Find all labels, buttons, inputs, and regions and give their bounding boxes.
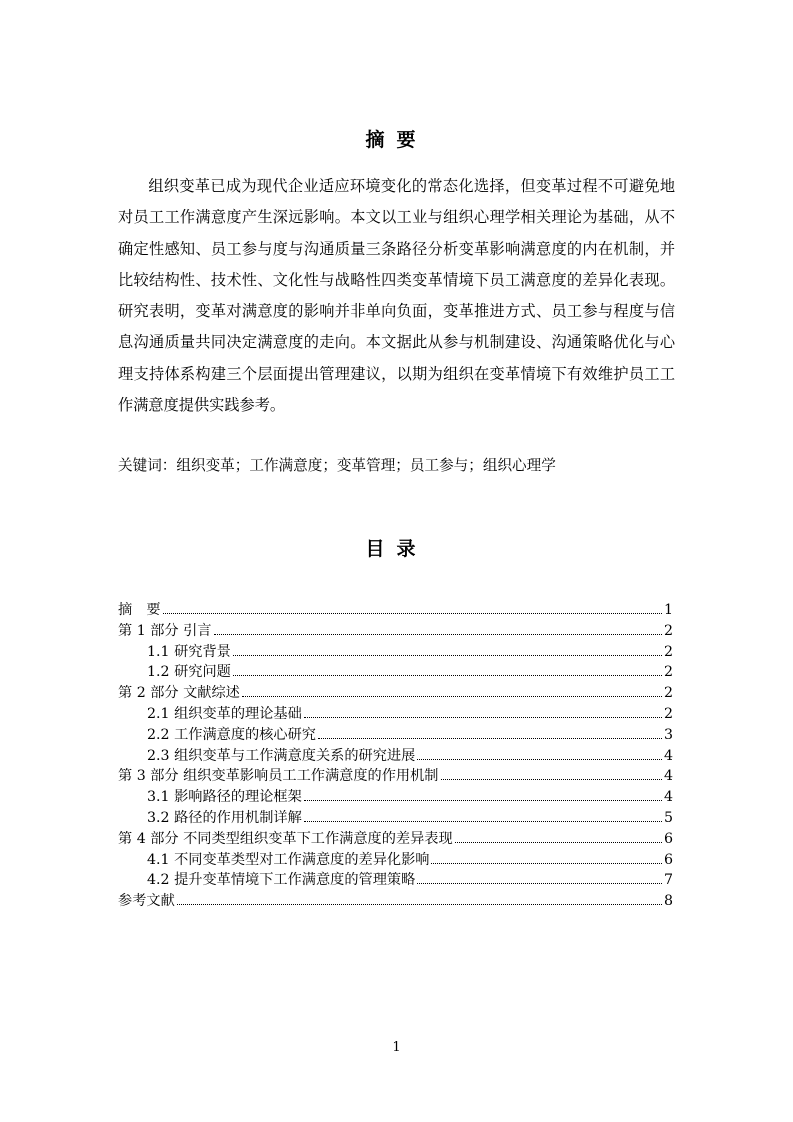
toc-entry-label: 第 4 部分 不同类型组织变革下工作满意度的差异表现: [118, 830, 453, 847]
toc-dot-leader: [417, 883, 662, 884]
toc-dot-leader: [304, 821, 662, 822]
toc-dot-leader: [417, 759, 662, 760]
toc-dot-leader: [318, 738, 662, 739]
toc-entry[interactable]: [118, 725, 673, 746]
toc-entry-page: 6: [663, 851, 673, 868]
keywords: 关键词：组织变革；工作满意度；变革管理；员工参与；组织心理学: [118, 457, 556, 474]
toc-dot-leader: [431, 863, 662, 864]
toc-entry-page: 4: [663, 747, 673, 764]
toc-entry[interactable]: [118, 704, 673, 725]
toc-entry-label: 第 2 部分 文献综述: [118, 685, 240, 702]
toc-entry[interactable]: [118, 766, 673, 787]
toc-entry[interactable]: [118, 746, 673, 767]
toc-entry[interactable]: [118, 787, 673, 808]
toc-dot-leader: [441, 779, 662, 780]
toc-entry-label: 摘 要: [118, 602, 161, 618]
toc-entry[interactable]: [118, 891, 673, 912]
toc-dot-leader: [455, 842, 662, 843]
abstract-body: 组织变革已成为现代企业适应环境变化的常态化选择，但变革过程不可避免地对员工工作满意度产生深远影响。本文以工业与组织心理学相关理论为基础，从不确定性感知、员工参与度与沟通质量三条路径分析变革影响满意度的内在机制，并比较结构性、技术性、文化性与战略性四类变革情境下员工满意度的差异化表现。研究表明，变革对满意度的影响并非单向负面，变革推进方式、员工参与程度与信息沟通质量共同决定满意度的走向。本文据此从参与机制建设、沟通策略优化与心理支持体系构建三个层面提出管理建议，以期为组织在变革情境下有效维护员工工作满意度提供实践参考。: [118, 177, 675, 415]
toc-dot-leader: [304, 717, 662, 718]
toc-entry[interactable]: [118, 600, 673, 621]
toc-entry-page: 4: [663, 789, 673, 806]
toc-entry-page: 2: [663, 685, 673, 702]
toc-dot-leader: [214, 634, 662, 635]
toc-entry-label: 1.2 研究问题: [147, 664, 231, 681]
toc-entry-label: 3.1 影响路径的理论框架: [147, 789, 302, 806]
toc-entry-page: 7: [663, 872, 673, 889]
toc-entry-label: 3.2 路径的作用机制详解: [147, 809, 302, 826]
toc-dot-leader: [233, 655, 662, 656]
toc-entry[interactable]: [118, 621, 673, 642]
toc-entry-page: 5: [663, 809, 673, 826]
toc-dot-leader: [163, 613, 662, 614]
toc-entry[interactable]: [118, 642, 673, 663]
toc-entry-label: 1.1 研究背景: [147, 643, 231, 660]
toc-dot-leader: [177, 904, 662, 905]
toc-entry-page: 3: [663, 726, 673, 743]
toc-title: 目录: [365, 537, 428, 560]
toc-entry-page: 6: [663, 830, 673, 847]
toc-entry[interactable]: [118, 829, 673, 850]
toc-entry-page: 2: [663, 622, 673, 639]
toc-entry-label: 2.1 组织变革的理论基础: [147, 705, 302, 722]
toc-entry-page: 4: [663, 768, 673, 785]
toc-entry-page: 8: [663, 893, 673, 910]
toc-entry-label: 第 3 部分 组织变革影响员工工作满意度的作用机制: [118, 768, 439, 785]
toc-entry-label: 4.1 不同变革类型对工作满意度的差异化影响: [147, 851, 430, 868]
toc-entry[interactable]: [118, 850, 673, 871]
toc-entry-page: 1: [663, 602, 673, 618]
toc-entry-page: 2: [663, 664, 673, 681]
abstract-title: 摘要: [365, 128, 428, 151]
toc-dot-leader: [304, 800, 662, 801]
toc-dot-leader: [233, 675, 662, 676]
toc-dot-leader: [242, 696, 662, 697]
toc-entry-label: 2.3 组织变革与工作满意度关系的研究进展: [147, 747, 416, 764]
toc-entry[interactable]: [118, 662, 673, 683]
toc-entry-page: 2: [663, 643, 673, 660]
toc-entry-label: 第 1 部分 引言: [118, 622, 212, 639]
toc-entry-page: 2: [663, 705, 673, 722]
toc-entry-label: 4.2 提升变革情境下工作满意度的管理策略: [147, 872, 416, 889]
table-of-contents: [118, 600, 673, 912]
page-number: 1: [392, 1040, 401, 1055]
toc-entry[interactable]: [118, 808, 673, 829]
toc-entry-label: 2.2 工作满意度的核心研究: [147, 726, 316, 743]
toc-entry[interactable]: [118, 683, 673, 704]
toc-entry[interactable]: [118, 870, 673, 891]
toc-entry-label: 参考文献: [118, 893, 175, 910]
